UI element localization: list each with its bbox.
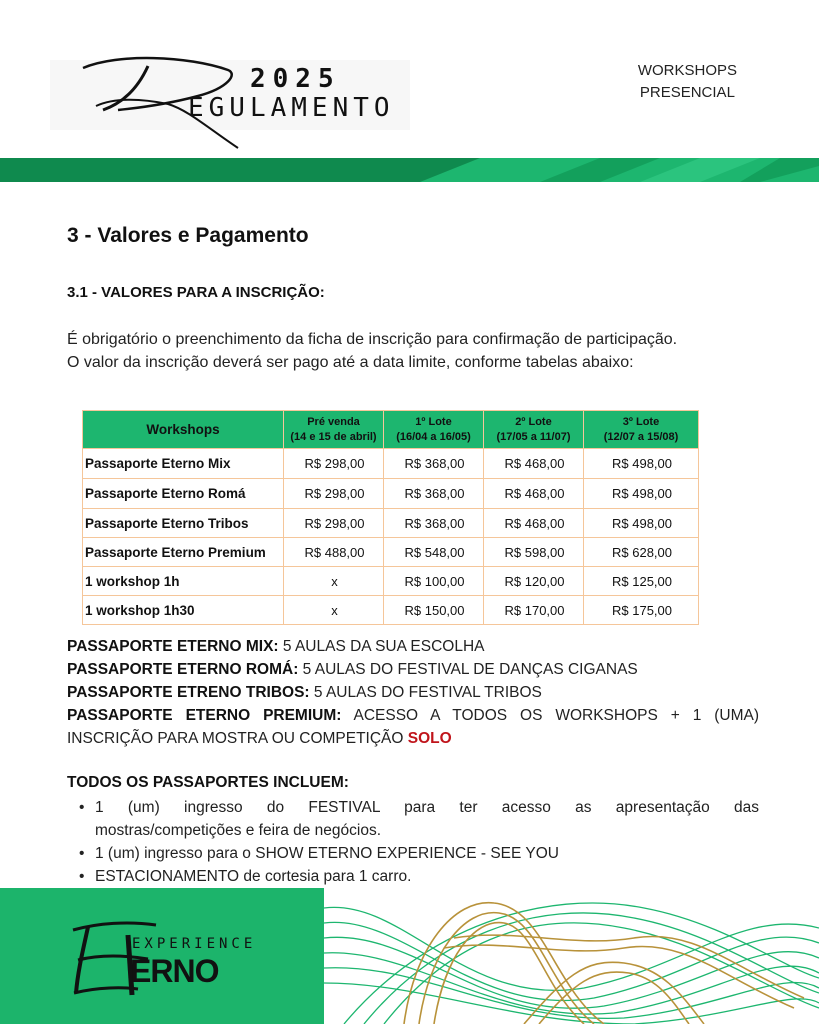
header-lote-3: 3º Lote (12/07 a 15/08) xyxy=(584,411,699,449)
list-item: • 1 (um) ingresso do FESTIVAL para ter acesso as apresentação das mostras/competições e feira de negócios. xyxy=(95,796,759,842)
intro-line-2: O valor da inscrição deverá ser pago até a data limite, conforme tabelas abaixo: xyxy=(67,354,634,371)
brand-eterno: ERNO xyxy=(130,953,219,989)
desc-premium-line1: PASSAPORTE ETERNO PREMIUM: ACESSO A TODOS OS WORKSHOPS + 1 (UMA) xyxy=(67,707,759,724)
intro-line-1: É obrigatório o preenchimento da ficha de inscrição para confirmação de participação. xyxy=(67,331,678,348)
section-subtitle: 3.1 - VALORES PARA A INSCRIÇÃO: xyxy=(67,284,325,301)
header-lote-1: 1º Lote (16/04 a 16/05) xyxy=(384,411,484,449)
header-workshops: Workshops xyxy=(83,411,284,449)
table-row: Passaporte Eterno Mix R$ 298,00 R$ 368,00 R$ 468,00 R$ 498,00 xyxy=(83,449,699,479)
desc-premium-line2: INSCRIÇÃO PARA MOSTRA OU COMPETIÇÃO SOLO xyxy=(67,730,452,747)
header-lote-2: 2º Lote (17/05 a 11/07) xyxy=(484,411,584,449)
green-divider-band xyxy=(0,158,819,182)
list-item: • ESTACIONAMENTO de cortesia para 1 carro. xyxy=(95,865,759,888)
decorative-wave-lines xyxy=(324,888,819,1024)
table-row: Passaporte Eterno Premium R$ 488,00 R$ 548,00 R$ 598,00 R$ 628,00 xyxy=(83,538,699,567)
desc-mix: PASSAPORTE ETERNO MIX: 5 AULAS DA SUA ESCOLHA xyxy=(67,638,485,655)
logo-word: EGULAMENTO xyxy=(188,93,395,123)
header-category xyxy=(638,60,737,104)
price-table xyxy=(82,410,699,625)
list-item: • 1 (um) ingresso para o SHOW ETERNO EXPERIENCE - SEE YOU xyxy=(95,842,759,865)
includes-list xyxy=(67,796,759,888)
header-line-presencial: PRESENCIAL xyxy=(639,84,735,101)
header-pre-venda: Pré venda (14 e 15 de abril) xyxy=(284,411,384,449)
logo-year: 2025 xyxy=(250,64,341,94)
table-row: Passaporte Eterno Tribos R$ 298,00 R$ 368,00 R$ 468,00 R$ 498,00 xyxy=(83,509,699,538)
desc-tribos: PASSAPORTE ETRENO TRIBOS: 5 AULAS DO FESTIVAL TRIBOS xyxy=(67,684,542,701)
table-row: 1 workshop 1h30 x R$ 150,00 R$ 170,00 R$ 175,00 xyxy=(83,596,699,625)
includes-title: TODOS OS PASSAPORTES INCLUEM: xyxy=(67,774,349,791)
desc-roma: PASSAPORTE ETERNO ROMÁ: 5 AULAS DO FESTIVAL DE DANÇAS CIGANAS xyxy=(67,661,638,678)
header-line-workshops: WORKSHOPS xyxy=(637,62,737,79)
solo-highlight: SOLO xyxy=(407,730,452,747)
table-row: Passaporte Eterno Romá R$ 298,00 R$ 368,00 R$ 468,00 R$ 498,00 xyxy=(83,479,699,509)
section-title: 3 - Valores e Pagamento xyxy=(67,224,309,247)
table-row: 1 workshop 1h x R$ 100,00 R$ 120,00 R$ 125,00 xyxy=(83,567,699,596)
intro-text xyxy=(67,328,677,374)
brand-experience: EXPERIENCE xyxy=(132,936,257,952)
table-header-row xyxy=(83,411,699,449)
